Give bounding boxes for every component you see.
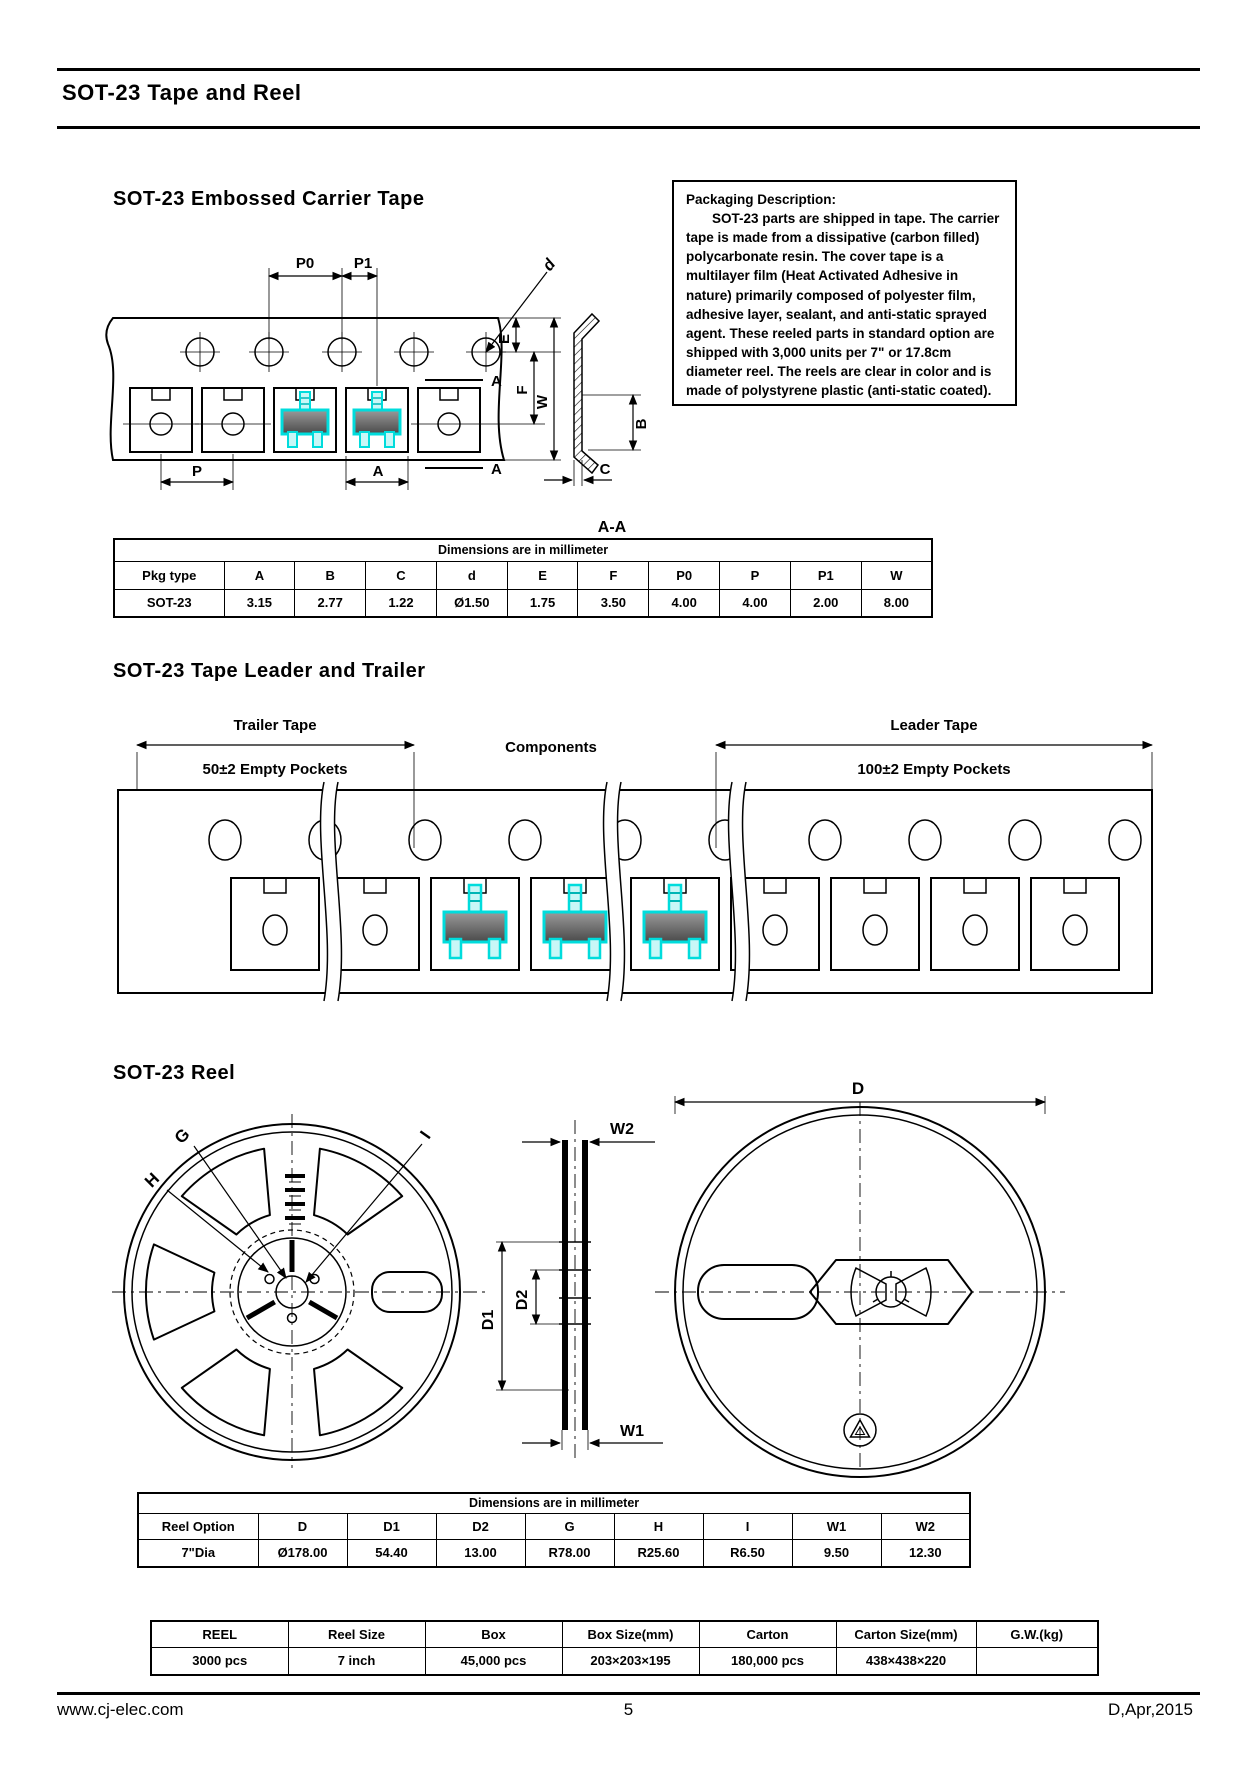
col-header: Box Size(mm) [562, 1621, 699, 1647]
dim-label-h: H [141, 1169, 164, 1192]
dim-label-w: W [534, 394, 551, 410]
hub-scale-marks [285, 1176, 305, 1224]
col-header: P0 [649, 561, 720, 589]
col-header: B [295, 561, 366, 589]
col-header: Carton [699, 1621, 836, 1647]
col-header: W2 [881, 1513, 970, 1539]
col-header: Reel Option [138, 1513, 258, 1539]
cell: 203×203×195 [562, 1647, 699, 1675]
table-caption: Dimensions are in millimeter [138, 1493, 970, 1513]
component-highlight [444, 885, 506, 958]
col-header: C [366, 561, 437, 589]
col-header: d [436, 561, 507, 589]
footer-rule [57, 1692, 1200, 1695]
cell: 54.40 [347, 1539, 436, 1567]
cell: 13.00 [436, 1539, 525, 1567]
trailer-pockets-label: 50±2 Empty Pockets [202, 761, 348, 778]
cell: 3.15 [224, 589, 295, 617]
cell: 2.77 [295, 589, 366, 617]
col-header: REEL [151, 1621, 288, 1647]
component-highlight [354, 392, 400, 447]
pocket-with-component [631, 878, 719, 970]
dim-label-p1: P1 [353, 255, 373, 272]
dim-label-b: B [633, 418, 650, 430]
cell: 1.22 [366, 589, 437, 617]
col-header: Pkg type [114, 561, 224, 589]
flange-right [582, 1140, 588, 1430]
cell: 8.00 [861, 589, 932, 617]
section-label-aa: A-A [597, 519, 627, 536]
pocket [331, 878, 419, 970]
table-row [138, 1539, 970, 1567]
cell [976, 1647, 1098, 1675]
dim-label-d: d [539, 256, 560, 275]
cell: 12.30 [881, 1539, 970, 1567]
pocket-with-component [531, 878, 619, 970]
col-header: G.W.(kg) [976, 1621, 1098, 1647]
packaging-description-body: SOT-23 parts are shipped in tape. The carrier tape is made from a dissipative (carbon filled) polycarbonate resin. The cover tape is a multilayer film (Heat Activated Adhesive in nature) primarily composed of polyester film, adhesive layer, sealant, and anti-static sprayed agent. These reeled parts in standard option are shipped with 3,000 units per 7" or 17.8cm diameter reel. The reels are clear in color and is made of polystyrene plastic (anti-static coated). [686, 211, 1000, 399]
reel-side-view [480, 1120, 663, 1458]
col-header: Carton Size(mm) [836, 1621, 976, 1647]
pocket [123, 388, 199, 452]
component-highlight [282, 392, 328, 447]
cell: 1.75 [507, 589, 578, 617]
reel-drawing [110, 1080, 1150, 1470]
cell: Ø178.00 [258, 1539, 347, 1567]
section-label-a-bottom: A [491, 461, 502, 478]
col-header: E [507, 561, 578, 589]
cell: Ø1.50 [436, 589, 507, 617]
packaging-description-heading: Packaging Description: [686, 192, 837, 207]
col-header: F [578, 561, 649, 589]
flange-left [562, 1140, 568, 1430]
section-title-carrier-tape: SOT-23 Embossed Carrier Tape [113, 188, 425, 210]
section-label-a-top: A [491, 373, 502, 390]
cell: SOT-23 [114, 589, 224, 617]
reel-front-view [112, 1114, 490, 1468]
pocket-with-component [346, 388, 408, 452]
component-highlight [544, 885, 606, 958]
dim-label-d1: D1 [480, 1309, 497, 1331]
reel-dimensions-table [137, 1492, 971, 1568]
pocket [931, 878, 1019, 970]
carrier-pockets [123, 388, 487, 452]
pocket-with-component [431, 878, 519, 970]
sprocket-holes [180, 332, 506, 372]
col-header: D [258, 1513, 347, 1539]
dim-label-p: P [191, 463, 203, 480]
header-rule-bottom [57, 126, 1200, 129]
table-row [151, 1647, 1098, 1675]
leader-pockets-label: 100±2 Empty Pockets [857, 761, 1011, 778]
page-title: SOT-23 Tape and Reel [62, 80, 302, 105]
pocket-with-component [274, 388, 336, 452]
cell: 45,000 pcs [425, 1647, 562, 1675]
trailer-tape-label: Trailer Tape [233, 717, 317, 734]
dim-label-f: F [514, 385, 531, 395]
sprocket-holes [209, 820, 1141, 860]
col-header: Reel Size [288, 1621, 425, 1647]
carrier-tape-dimensions-table [113, 538, 933, 618]
section-title-leader-trailer: SOT-23 Tape Leader and Trailer [113, 660, 426, 682]
shipping-quantities-table [150, 1620, 1099, 1676]
dim-label-w1: W1 [620, 1423, 644, 1440]
components-label: Components [505, 739, 597, 756]
dim-label-d2: D2 [514, 1289, 531, 1311]
dim-label-p0: P0 [295, 255, 315, 272]
col-header: G [525, 1513, 614, 1539]
footer-page-number: 5 [623, 1700, 634, 1719]
col-header: H [614, 1513, 703, 1539]
dim-label-e: E [496, 333, 513, 345]
table-row [114, 589, 932, 617]
cell: 180,000 pcs [699, 1647, 836, 1675]
cell: 2.00 [790, 589, 861, 617]
section-title-reel: SOT-23 Reel [113, 1062, 236, 1084]
dim-label-g: G [170, 1124, 194, 1148]
col-header: P [720, 561, 791, 589]
cell: 3.50 [578, 589, 649, 617]
cell: 7 inch [288, 1647, 425, 1675]
footer-website: www.cj-elec.com [57, 1700, 184, 1719]
cell: R78.00 [525, 1539, 614, 1567]
cell: 438×438×220 [836, 1647, 976, 1675]
pocket [1031, 878, 1119, 970]
dim-label-i: I [416, 1127, 435, 1143]
pocket [195, 388, 271, 452]
dim-label-d-reel: D [851, 1079, 865, 1098]
leader-tape-label: Leader Tape [890, 717, 978, 734]
cell: R25.60 [614, 1539, 703, 1567]
col-header: D2 [436, 1513, 525, 1539]
col-header: D1 [347, 1513, 436, 1539]
tape-strip [118, 790, 1152, 993]
dim-p0 [269, 255, 342, 340]
reel-back-view [655, 1079, 1065, 1477]
tape-cross-section [544, 314, 650, 536]
packaging-description-box [672, 180, 1017, 406]
dim-label-w2: W2 [610, 1121, 634, 1138]
footer-date: D,Apr,2015 [1107, 1700, 1193, 1719]
component-highlight [644, 885, 706, 958]
cell: 7"Dia [138, 1539, 258, 1567]
dim-label-c: C [599, 461, 611, 478]
pocket [411, 388, 487, 452]
dim-a [346, 456, 408, 490]
tape-break-lines [321, 782, 750, 1001]
dim-label-a: A [372, 463, 384, 480]
col-header: P1 [790, 561, 861, 589]
table-caption: Dimensions are in millimeter [114, 539, 932, 561]
col-header: W1 [792, 1513, 881, 1539]
component-pockets [431, 878, 719, 970]
leader-trailer-drawing [100, 700, 1170, 1010]
header-rule-top [57, 68, 1200, 71]
dim-p1 [342, 255, 377, 386]
cell: 4.00 [649, 589, 720, 617]
col-header: I [703, 1513, 792, 1539]
cell: R6.50 [703, 1539, 792, 1567]
cell: 4.00 [720, 589, 791, 617]
col-header: Box [425, 1621, 562, 1647]
pocket [831, 878, 919, 970]
cell: 3000 pcs [151, 1647, 288, 1675]
carrier-tape-drawing [95, 232, 675, 537]
col-header: W [861, 561, 932, 589]
pocket [231, 878, 319, 970]
col-header: A [224, 561, 295, 589]
cell: 9.50 [792, 1539, 881, 1567]
